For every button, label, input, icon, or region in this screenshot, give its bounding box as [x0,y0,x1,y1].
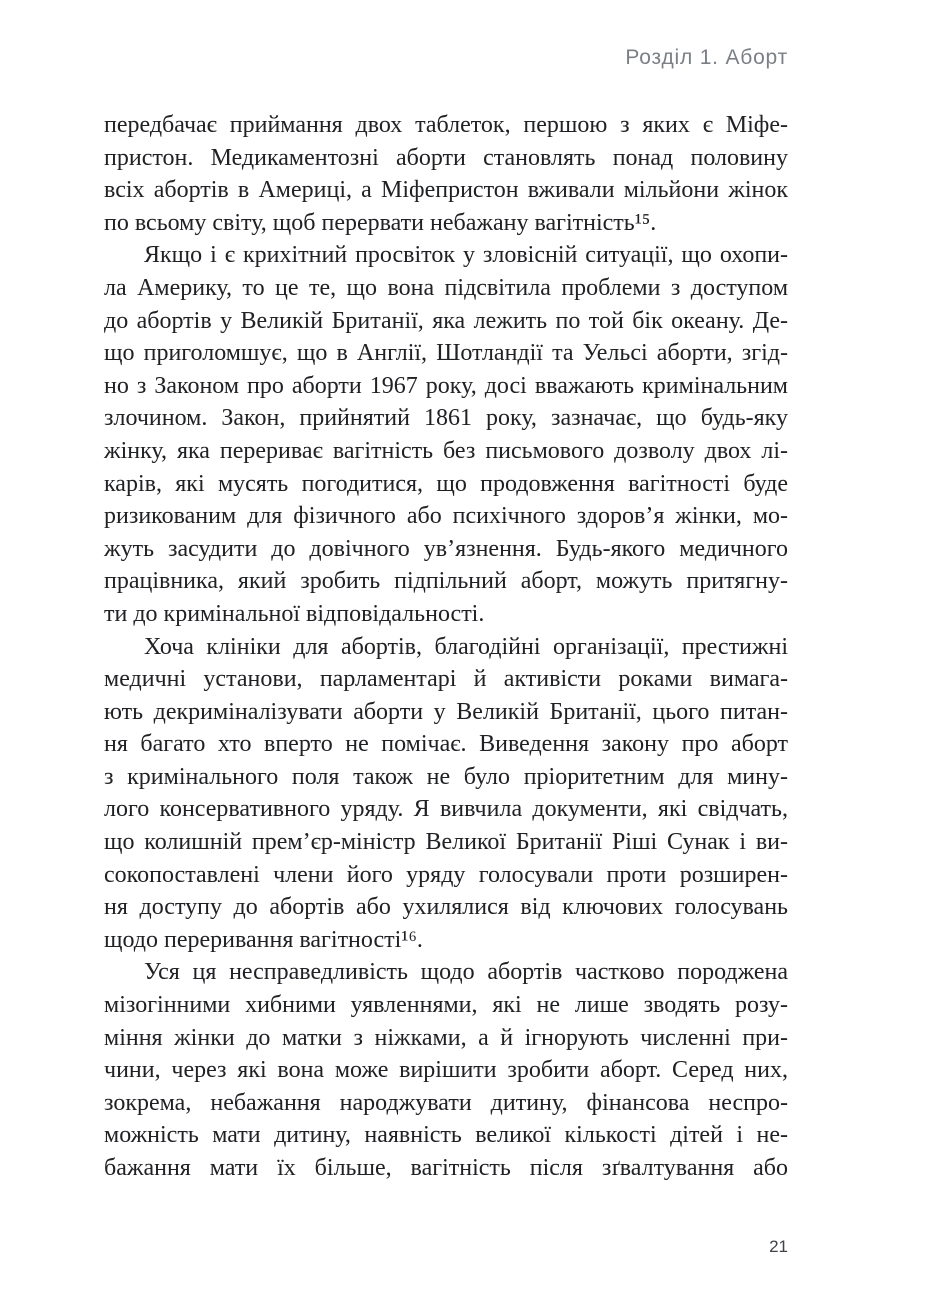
text-line: жуть засудити до довічного ув’язнення. Будь-якого медичного [104,535,788,562]
text-line: Хоча клініки для абортів, благодійні організації, престижні [144,633,788,660]
text-line: з кримінального поля також не було пріоритетним для мину- [104,763,788,790]
text-line: міння жінки до матки з ніжками, а й ігнорують численні при- [104,1024,788,1051]
page-number: 21 [769,1237,788,1256]
text-line: Уся ця несправедливість щодо абортів частково породжена [144,959,788,986]
text-line: карів, які мусять погодитися, що продовження вагітності буде [104,470,788,497]
text-line: Якщо і є крихітний просвіток у зловісній ситуації, що охопи- [144,242,788,269]
text-line: ють декриміналізувати аборти у Великій Британії, цього питан- [104,698,788,725]
text-line: по всьому світу, щоб перервати небажану вагітність¹⁵. [104,209,657,236]
text-line: що колишній прем’єр-міністр Великої Британії Ріші Сунак і ви- [104,829,788,856]
body-text [104,109,788,1185]
text-line: до абортів у Великій Британії, яка лежить по той бік океану. Де- [104,307,788,334]
text-line: передбачає приймання двох таблеток, першою з яких є Міфе- [104,112,788,138]
text-line: медичні установи, парламентарі й активісти роками вимага- [104,666,788,693]
text-line: чини, через які вона може вирішити зробити аборт. Серед них, [104,1057,788,1084]
text-line: лого консервативного уряду. Я вивчила документи, які свідчать, [104,796,788,823]
text-line: ла Америку, то це те, що вона підсвітила проблеми з доступом [104,274,788,301]
text-line: ня доступу до абортів або ухилялися від ключових голосувань [104,894,788,921]
text-line: мізогінними хибними уявленнями, які не лише зводять розу- [104,992,788,1019]
chapter-header: Розділ 1. Аборт [625,46,788,69]
text-line: зокрема, небажання народжувати дитину, фінансова неспро- [104,1089,788,1116]
text-line: злочином. Закон, прийнятий 1861 року, зазначає, що будь-яку [104,405,788,432]
text-line: ризикованим для фізичного або психічного здоров’я жінки, мо- [104,503,788,530]
text-line: всіх абортів в Америці, а Міфепристон вживали мільйони жінок [104,177,788,204]
text-line: ня багато хто вперто не помічає. Виведення закону про аборт [104,731,788,758]
text-line: щодо переривання вагітності¹⁶. [104,926,423,953]
text-line: пристон. Медикаментозні аборти становлять понад половину [104,144,788,171]
text-line: бажання мати їх більше, вагітність після зґвалтування або [104,1155,788,1181]
text-line: ти до кримінальної відповідальності. [104,600,485,627]
text-line: можність мати дитину, наявність великої кількості дітей і не- [104,1122,788,1149]
text-line: працівника, який зробить підпільний аборт, можуть притягну- [104,568,788,595]
text-line: но з Законом про аборти 1967 року, досі вважають кримінальним [104,372,788,399]
text-line: що приголомшує, що в Англії, Шотландії та Уельсі аборти, згід- [104,340,788,367]
text-line: жінку, яка перериває вагітність без письмового дозволу двох лі- [104,437,788,464]
text-line: сокопоставлені члени його уряду голосували проти розширен- [104,861,788,888]
